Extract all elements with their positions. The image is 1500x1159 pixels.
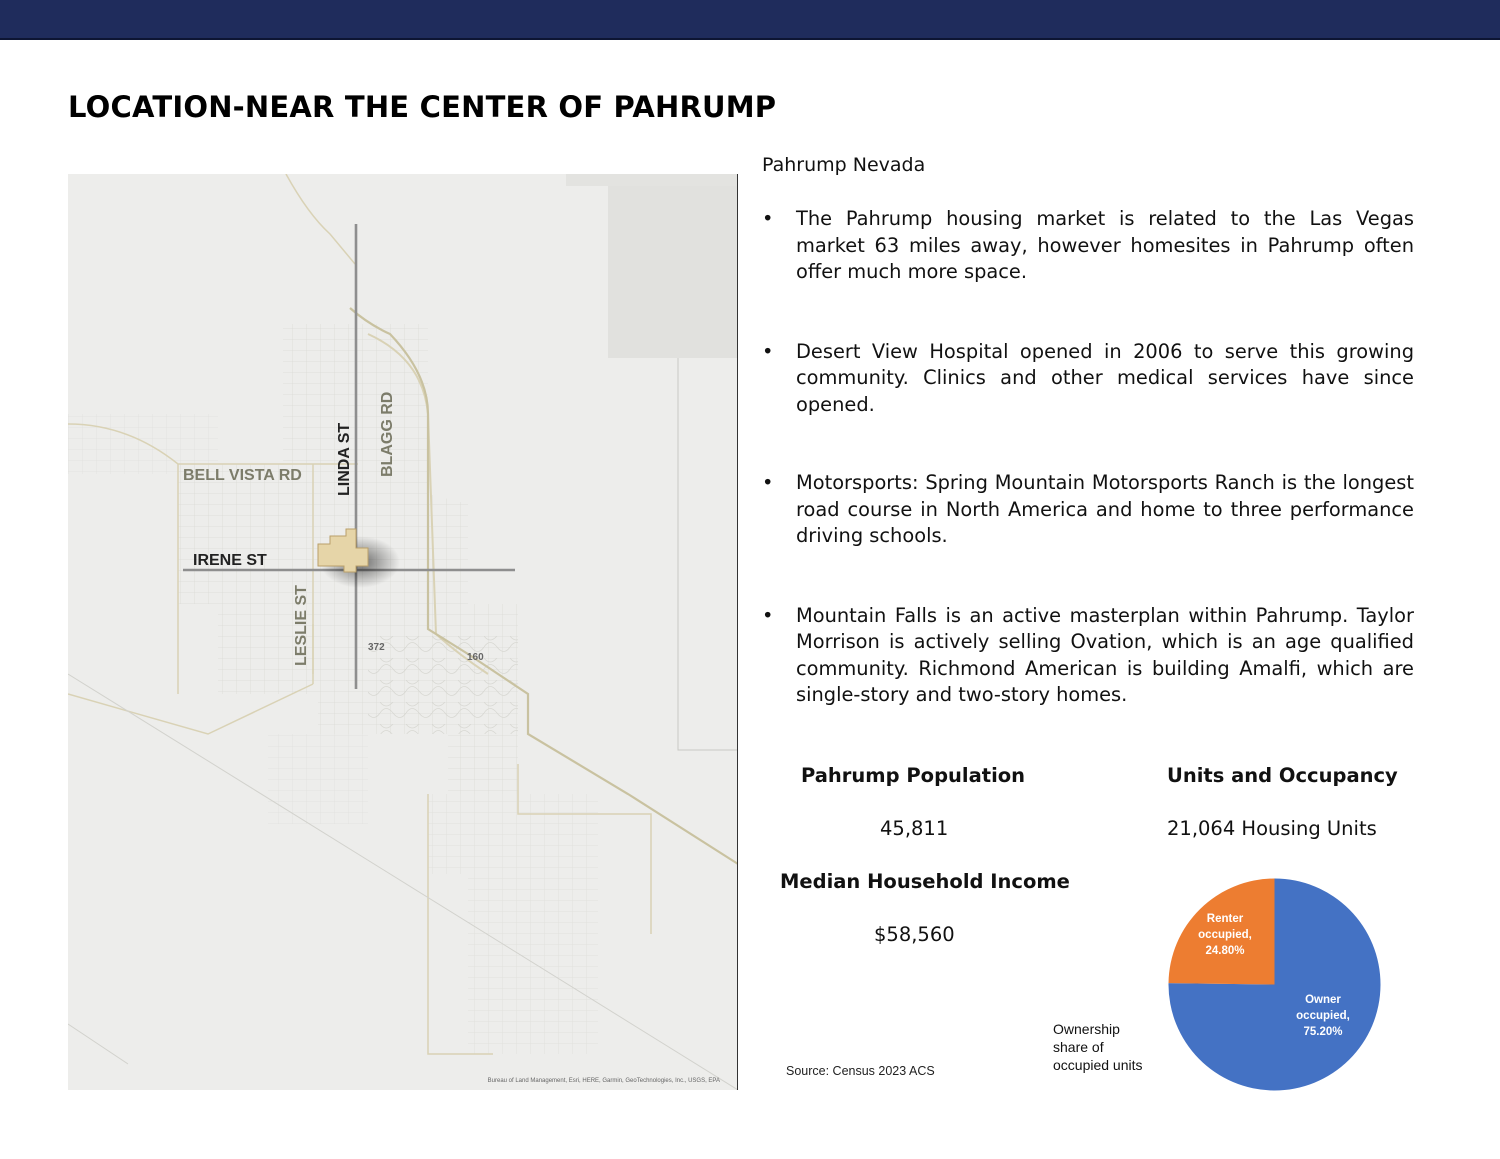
units-heading: Units and Occupancy — [1167, 764, 1398, 787]
population-heading: Pahrump Population — [801, 764, 1026, 787]
bullet-text: Motorsports: Spring Mountain Motorsports Ranch is the longest road course in North America and home to three performance driving schools. — [796, 471, 1414, 547]
list-item — [762, 339, 1414, 419]
public-land-area — [566, 174, 738, 186]
source-note: Source: Census 2023 ACS — [786, 1064, 935, 1078]
bullet-marker: • — [762, 471, 774, 494]
bullet-marker: • — [762, 339, 774, 363]
list-item — [762, 206, 1414, 286]
pie-caption-line: share of — [1053, 1039, 1104, 1055]
bullet-marker: • — [762, 603, 774, 627]
map-label-bell-vista: BELL VISTA RD — [183, 467, 302, 484]
slice-percent: 24.80% — [1205, 945, 1245, 957]
slice-percent: 75.20% — [1303, 1026, 1343, 1038]
population-value: 45,811 — [880, 817, 949, 840]
bullet-text: Mountain Falls is an active masterplan within Pahrump. Taylor Morrison is actively selling Ovation, which is an age qualified community. Richmond American is building Amalfi, which are single-story and two-story homes. — [796, 603, 1414, 706]
map-label-irene: IRENE ST — [193, 552, 267, 569]
highlights-list — [762, 206, 1414, 709]
pie-caption-line: occupied units — [1053, 1057, 1143, 1073]
pie-label-owner — [1290, 992, 1356, 1040]
location-map — [68, 174, 738, 1090]
slice-label: Renter occupied, — [1198, 913, 1252, 941]
bullet-text: Desert View Hospital opened in 2006 to serve this growing community. Clinics and other medical services have since opened. — [796, 339, 1414, 416]
pie-label-renter — [1192, 911, 1258, 959]
map-label-leslie: LESLIE ST — [293, 585, 310, 666]
map-label-linda: LINDA ST — [336, 422, 353, 496]
map-label-blagg: BLAGG RD — [379, 391, 396, 477]
income-value: $58,560 — [874, 923, 955, 946]
pie-caption — [1053, 1020, 1143, 1074]
list-item — [762, 603, 1414, 709]
route-shield-372: 372 — [368, 642, 385, 653]
vertical-divider — [737, 174, 738, 1090]
bullet-text: The Pahrump housing market is related to the Las Vegas market 63 miles away, however homesites in Pahrump often offer much more space. — [796, 207, 1414, 283]
pie-caption-line: Ownership — [1053, 1021, 1120, 1037]
list-item — [762, 470, 1414, 550]
pie-svg — [1168, 878, 1381, 1091]
occupancy-pie-chart — [1168, 878, 1381, 1091]
top-banner — [0, 0, 1500, 40]
bullet-marker: • — [762, 207, 774, 230]
page-title: LOCATION-NEAR THE CENTER OF PAHRUMP — [68, 90, 777, 124]
route-shield-160: 160 — [467, 652, 484, 663]
map-canvas — [68, 174, 738, 1090]
public-land-area — [608, 186, 738, 358]
units-value: 21,064 Housing Units — [1167, 817, 1377, 840]
residential-curved — [368, 634, 518, 734]
map-attribution: Bureau of Land Management, Esri, HERE, Garmin, GeoTechnologies, Inc., USGS, EPA — [487, 1078, 720, 1084]
slice-label: Owner occupied, — [1296, 994, 1350, 1022]
location-subtitle: Pahrump Nevada — [762, 154, 926, 176]
income-heading: Median Household Income — [780, 870, 1070, 893]
